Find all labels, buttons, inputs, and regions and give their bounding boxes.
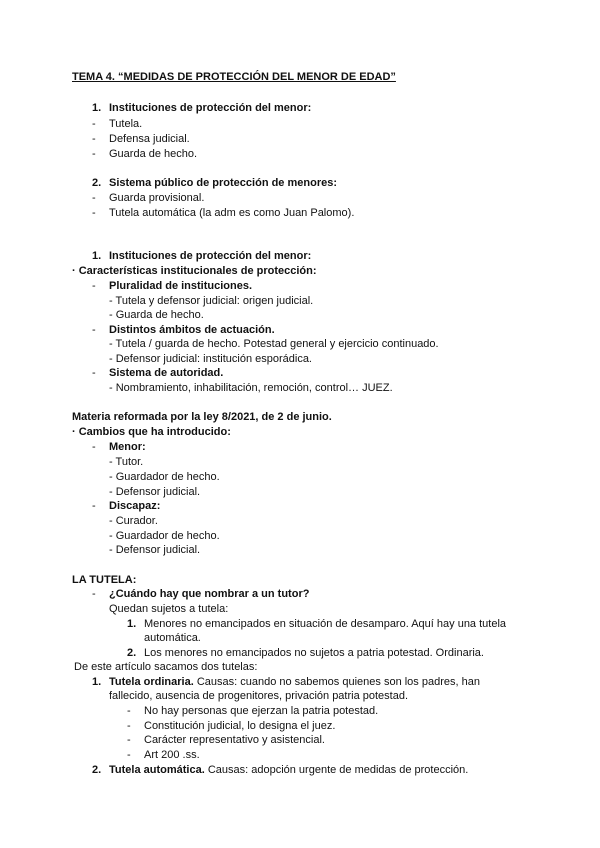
type-2-causes: Causas: adopción urgente de medidas de protección. <box>204 764 469 776</box>
reform-heading: Materia reformada por la ley 8/2021, de 2 de junio. <box>72 411 332 423</box>
group-1-line-1: - Tutela y defensor judicial: origen judicial. <box>109 295 314 307</box>
reform-group-1-line-2: - Guardador de hecho. <box>109 471 220 483</box>
tutela-question: ¿Cuándo hay que nombrar a un tutor? <box>109 588 310 600</box>
reform-group-2-line-2: - Guardador de hecho. <box>109 530 220 542</box>
reform-group-2-line-3: - Defensor judicial. <box>109 544 201 556</box>
type-1-point-4-dash: - <box>127 749 131 761</box>
type-1-causes: Causas: cuando no sabemos quienes son los padres, han <box>193 676 480 688</box>
type-2-line-1 <box>109 763 468 777</box>
section-1-number: 1. <box>92 250 102 262</box>
subject-2-line-1: Los menores no emancipados no sujetos a patria potestad. Ordinaria. <box>144 647 484 659</box>
group-1-line-2: - Guarda de hecho. <box>109 309 204 321</box>
type-1-number: 1. <box>92 676 102 688</box>
reform-group-1-title: Menor: <box>109 441 146 453</box>
tutela-intro: Quedan sujetos a tutela: <box>109 603 229 615</box>
type-1-point-1: No hay personas que ejerzan la patria potestad. <box>144 705 379 717</box>
type-1-line-1 <box>109 675 480 689</box>
subject-1-line-1: Menores no emancipados en situación de desamparo. Aquí hay una tutela <box>144 618 507 630</box>
reform-group-1-line-1: - Tutor. <box>109 456 144 468</box>
index-1-item-1: Tutela. <box>109 118 143 130</box>
subject-2-number: 2. <box>127 647 137 659</box>
type-1-point-4: Art 200 .ss. <box>144 749 200 761</box>
index-1-item-3: Guarda de hecho. <box>109 148 198 160</box>
index-2-number: 2. <box>92 177 102 189</box>
reform-group-2-dash: - <box>92 500 96 512</box>
type-2-number: 2. <box>92 764 102 776</box>
reform-group-2-title: Discapaz: <box>109 500 161 512</box>
group-2-dash: - <box>92 324 96 336</box>
index-2-item-1: Guarda provisional. <box>109 192 205 204</box>
subject-1-number: 1. <box>127 618 137 630</box>
type-1-point-3-dash: - <box>127 734 131 746</box>
reform-group-1-dash: - <box>92 441 96 453</box>
index-1-heading: Instituciones de protección del menor: <box>109 102 312 114</box>
tutela-question-dash: - <box>92 588 96 600</box>
index-2-item-2: Tutela automática (la adm es como Juan Palomo). <box>109 207 355 219</box>
reform-group-2-line-1: - Curador. <box>109 515 158 527</box>
group-2-line-1: - Tutela / guarda de hecho. Potestad general y ejercicio continuado. <box>109 338 439 350</box>
page-title: TEMA 4. “MEDIDAS DE PROTECCIÓN DEL MENOR DE EDAD” <box>72 71 396 83</box>
index-1-number: 1. <box>92 102 102 114</box>
reform-subheading: · Cambios que ha introducido: <box>72 426 231 438</box>
tutela-heading: LA TUTELA: <box>72 574 137 586</box>
reform-group-1-line-3: - Defensor judicial. <box>109 486 201 498</box>
group-3-title: Sistema de autoridad. <box>109 367 224 379</box>
section-1-subheading: · Características institucionales de protección: <box>72 265 317 277</box>
type-1-point-2-dash: - <box>127 720 131 732</box>
group-3-line-1: - Nombramiento, inhabilitación, remoción, control… JUEZ. <box>109 382 393 394</box>
section-1-heading: Instituciones de protección del menor: <box>109 250 312 262</box>
group-2-line-2: - Defensor judicial: institución esporádica. <box>109 353 312 365</box>
index-2-dash-1: - <box>92 192 96 204</box>
index-1-dash-2: - <box>92 133 96 145</box>
index-1-dash-3: - <box>92 148 96 160</box>
type-1-point-2: Constitución judicial, lo designa el juez. <box>144 720 336 732</box>
group-2-title: Distintos ámbitos de actuación. <box>109 324 275 336</box>
type-1-point-1-dash: - <box>127 705 131 717</box>
index-1-dash-1: - <box>92 118 96 130</box>
type-2-name: Tutela automática. <box>109 764 205 776</box>
group-1-title: Pluralidad de instituciones. <box>109 280 253 292</box>
index-2-heading: Sistema público de protección de menores: <box>109 177 337 189</box>
index-1-item-2: Defensa judicial. <box>109 133 190 145</box>
subject-1-line-2: automática. <box>144 632 201 644</box>
group-1-dash: - <box>92 280 96 292</box>
tutela-bridge: De este artículo sacamos dos tutelas: <box>74 661 258 673</box>
index-2-dash-2: - <box>92 207 96 219</box>
type-1-point-3: Carácter representativo y asistencial. <box>144 734 325 746</box>
type-1-name: Tutela ordinaria. <box>109 676 194 688</box>
type-1-line-2: fallecido, ausencia de progenitores, privación patria potestad. <box>109 690 409 702</box>
group-3-dash: - <box>92 367 96 379</box>
